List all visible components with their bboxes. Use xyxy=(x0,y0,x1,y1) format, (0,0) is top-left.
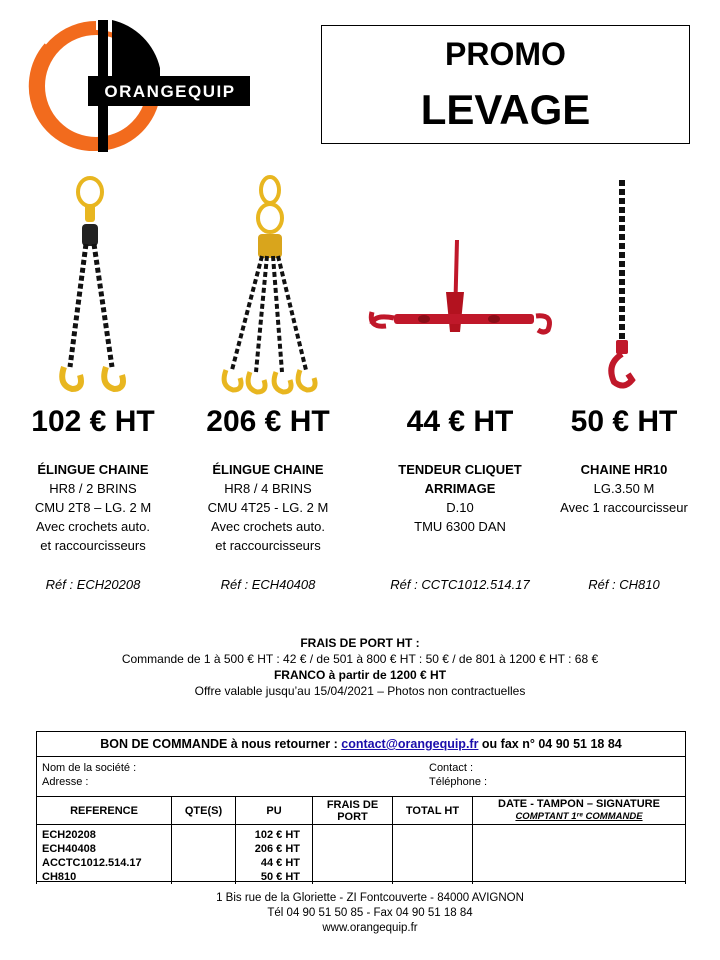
product-3 xyxy=(370,402,550,536)
product-1-line: CMU 2T8 – LG. 2 M xyxy=(34,500,152,515)
col-signature-title: DATE - TAMPON – SIGNATURE xyxy=(498,798,660,810)
order-table-body xyxy=(37,825,686,885)
contact-email-link[interactable]: contact@orangequip.fr xyxy=(341,737,479,751)
footer-website[interactable]: www.orangequip.fr xyxy=(322,922,418,934)
product-1 xyxy=(3,402,183,555)
two-leg-chain-sling-image xyxy=(42,172,142,400)
customer-info-left xyxy=(42,761,136,789)
product-1-ref: Réf : ECH20208 xyxy=(45,577,141,592)
product-2-title: ÉLINGUE CHAINE xyxy=(212,462,324,477)
product-2-ref: Réf : ECH40408 xyxy=(220,577,316,592)
col-payment-terms: COMPTANT 1ʳᵉ COMMANDE xyxy=(515,811,643,822)
product-2-line: et raccourcisseurs xyxy=(215,538,321,553)
address-label[interactable]: Adresse : xyxy=(42,776,89,788)
promo-subtitle: LEVAGE xyxy=(420,86,591,133)
product-1-line: Avec crochets auto. xyxy=(36,519,150,534)
order-form-title: BON DE COMMANDE à nous retourner : xyxy=(100,737,342,751)
col-pu: PU xyxy=(236,797,313,825)
promo-box xyxy=(321,25,690,144)
product-3-price: 44 € HT xyxy=(406,405,514,438)
order-table xyxy=(36,796,686,884)
col-signature xyxy=(473,797,686,825)
order-row-ref: ECH20208 xyxy=(42,829,96,841)
col-shipping xyxy=(313,797,393,825)
product-2-price: 206 € HT xyxy=(206,405,330,438)
logo-text: ORANGEQUIP xyxy=(104,82,236,101)
product-4 xyxy=(534,402,714,517)
product-4-line: LG.3.50 M xyxy=(593,481,655,496)
product-3-ref: Réf : CCTC1012.514.17 xyxy=(390,577,530,592)
order-row-pu: 50 € HT xyxy=(260,871,300,883)
order-row-pu: 44 € HT xyxy=(260,857,300,869)
product-2-line: CMU 4T25 - LG. 2 M xyxy=(207,500,329,515)
order-qty-cell[interactable] xyxy=(172,825,236,885)
order-row-pu: 102 € HT xyxy=(254,829,300,841)
company-name-label[interactable]: Nom de la société : xyxy=(42,762,137,774)
chain-with-hook-image xyxy=(598,172,648,400)
offer-validity: Offre valable jusqu’au 15/04/2021 – Photos non contractuelles xyxy=(194,684,526,698)
shipping-info xyxy=(0,635,720,699)
order-row-ref: ECH40408 xyxy=(42,843,96,855)
order-row-ref: ACCTC1012.514.17 xyxy=(42,857,142,869)
promo-title: PROMO xyxy=(445,36,566,72)
order-row-ref: CH810 xyxy=(42,871,77,883)
order-references[interactable] xyxy=(37,825,172,885)
order-total-cell[interactable] xyxy=(393,825,473,885)
shipping-title: FRAIS DE PORT HT : xyxy=(300,636,420,650)
customer-info-right xyxy=(429,761,487,789)
contact-label[interactable]: Contact : xyxy=(429,762,474,774)
product-4-price: 50 € HT xyxy=(570,405,678,438)
phone-label[interactable]: Téléphone : xyxy=(429,776,488,788)
col-reference: REFERENCE xyxy=(37,797,172,825)
footer-phone: Tél 04 90 51 50 85 - Fax 04 90 51 18 84 xyxy=(267,907,473,919)
product-4-line: Avec 1 raccourcisseur xyxy=(560,500,688,515)
footer-address: 1 Bis rue de la Gloriette - ZI Fontcouverte - 84000 AVIGNON xyxy=(216,892,524,904)
product-1-line: HR8 / 2 BRINS xyxy=(49,481,137,496)
product-4-title: CHAINE HR10 xyxy=(580,462,668,477)
order-row-pu: 206 € HT xyxy=(254,843,300,855)
product-2 xyxy=(178,402,358,555)
col-qty: QTE(S) xyxy=(172,797,236,825)
order-form xyxy=(36,731,686,882)
product-3-line: TMU 6300 DAN xyxy=(414,519,506,534)
footer xyxy=(0,891,720,936)
col-shipping-line2: PORT xyxy=(337,810,368,823)
product-1-line: et raccourcisseurs xyxy=(40,538,146,553)
order-form-fax: ou fax n° 04 90 51 18 84 xyxy=(478,737,622,751)
product-3-title: TENDEUR CLIQUET xyxy=(398,462,522,477)
ratchet-tensioner-image xyxy=(364,172,554,400)
order-form-header xyxy=(37,732,685,757)
shipping-franco: FRANCO à partir de 1200 € HT xyxy=(273,668,447,682)
product-2-line: HR8 / 4 BRINS xyxy=(224,481,312,496)
product-3-title-2: ARRIMAGE xyxy=(424,481,496,496)
product-2-line: Avec crochets auto. xyxy=(211,519,325,534)
product-1-price: 102 € HT xyxy=(31,405,155,438)
shipping-rates: Commande de 1 à 500 € HT : 42 € / de 501 à 800 € HT : 50 € / de 801 à 1200 € HT : 68 € xyxy=(121,652,599,666)
product-4-ref: Réf : CH810 xyxy=(588,577,660,592)
col-shipping-line1: FRAIS DE xyxy=(326,798,379,811)
four-leg-chain-sling-image xyxy=(212,172,322,400)
product-3-line: D.10 xyxy=(446,500,474,515)
col-total: TOTAL HT xyxy=(393,797,473,825)
product-1-title: ÉLINGUE CHAINE xyxy=(37,462,149,477)
orangequip-logo xyxy=(28,18,258,154)
order-signature-cell[interactable] xyxy=(473,825,686,885)
order-pu-cell xyxy=(236,825,313,885)
order-table-header xyxy=(37,797,686,825)
order-shipping-cell[interactable] xyxy=(313,825,393,885)
